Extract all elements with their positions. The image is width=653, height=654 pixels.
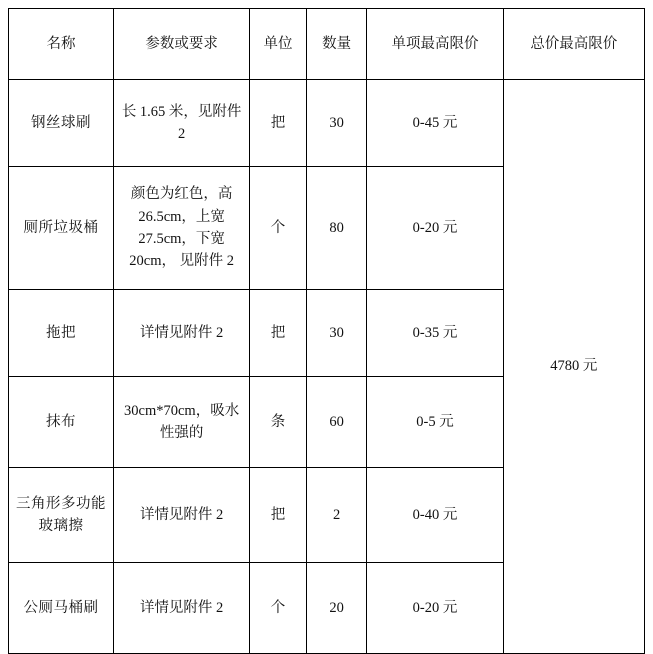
cell-spec: 详情见附件 2 [113,563,249,654]
cell-quantity: 60 [306,377,367,468]
column-header-quantity: 数量 [306,9,367,80]
cell-unit-price-limit: 0-20 元 [367,167,503,290]
cell-unit: 把 [250,468,307,563]
cell-quantity: 80 [306,167,367,290]
cell-unit-price-limit: 0-40 元 [367,468,503,563]
cell-name: 公厕马桶刷 [9,563,114,654]
cell-spec: 颜色为红色，高 26.5cm，上宽 27.5cm，下宽 20cm， 见附件 2 [113,167,249,290]
cell-quantity: 30 [306,290,367,377]
cell-unit-price-limit: 0-5 元 [367,377,503,468]
cell-unit-price-limit: 0-45 元 [367,80,503,167]
column-header-unit-price-limit: 单项最高限价 [367,9,503,80]
column-header-spec: 参数或要求 [113,9,249,80]
cell-unit-price-limit: 0-20 元 [367,563,503,654]
cell-spec: 详情见附件 2 [113,468,249,563]
cell-spec: 长 1.65 米，见附件 2 [113,80,249,167]
cell-quantity: 2 [306,468,367,563]
cell-name: 厕所垃圾桶 [9,167,114,290]
cell-name: 三角形多功能玻璃擦 [9,468,114,563]
cell-unit: 把 [250,80,307,167]
cell-spec: 详情见附件 2 [113,290,249,377]
cell-unit-price-limit: 0-35 元 [367,290,503,377]
cell-quantity: 20 [306,563,367,654]
table-header [9,9,645,80]
table-header-row [9,9,645,80]
column-header-total-price-limit: 总价最高限价 [503,9,644,80]
cell-name: 拖把 [9,290,114,377]
table-body [9,80,645,654]
cell-unit: 条 [250,377,307,468]
table-row [9,80,645,167]
cell-name: 抹布 [9,377,114,468]
cell-total-price-limit: 4780 元 [503,80,644,654]
column-header-unit: 单位 [250,9,307,80]
cell-unit: 把 [250,290,307,377]
procurement-spec-table [8,8,645,654]
cell-spec: 30cm*70cm，吸水性强的 [113,377,249,468]
cell-quantity: 30 [306,80,367,167]
cell-unit: 个 [250,167,307,290]
column-header-name: 名称 [9,9,114,80]
cell-name: 钢丝球刷 [9,80,114,167]
cell-unit: 个 [250,563,307,654]
